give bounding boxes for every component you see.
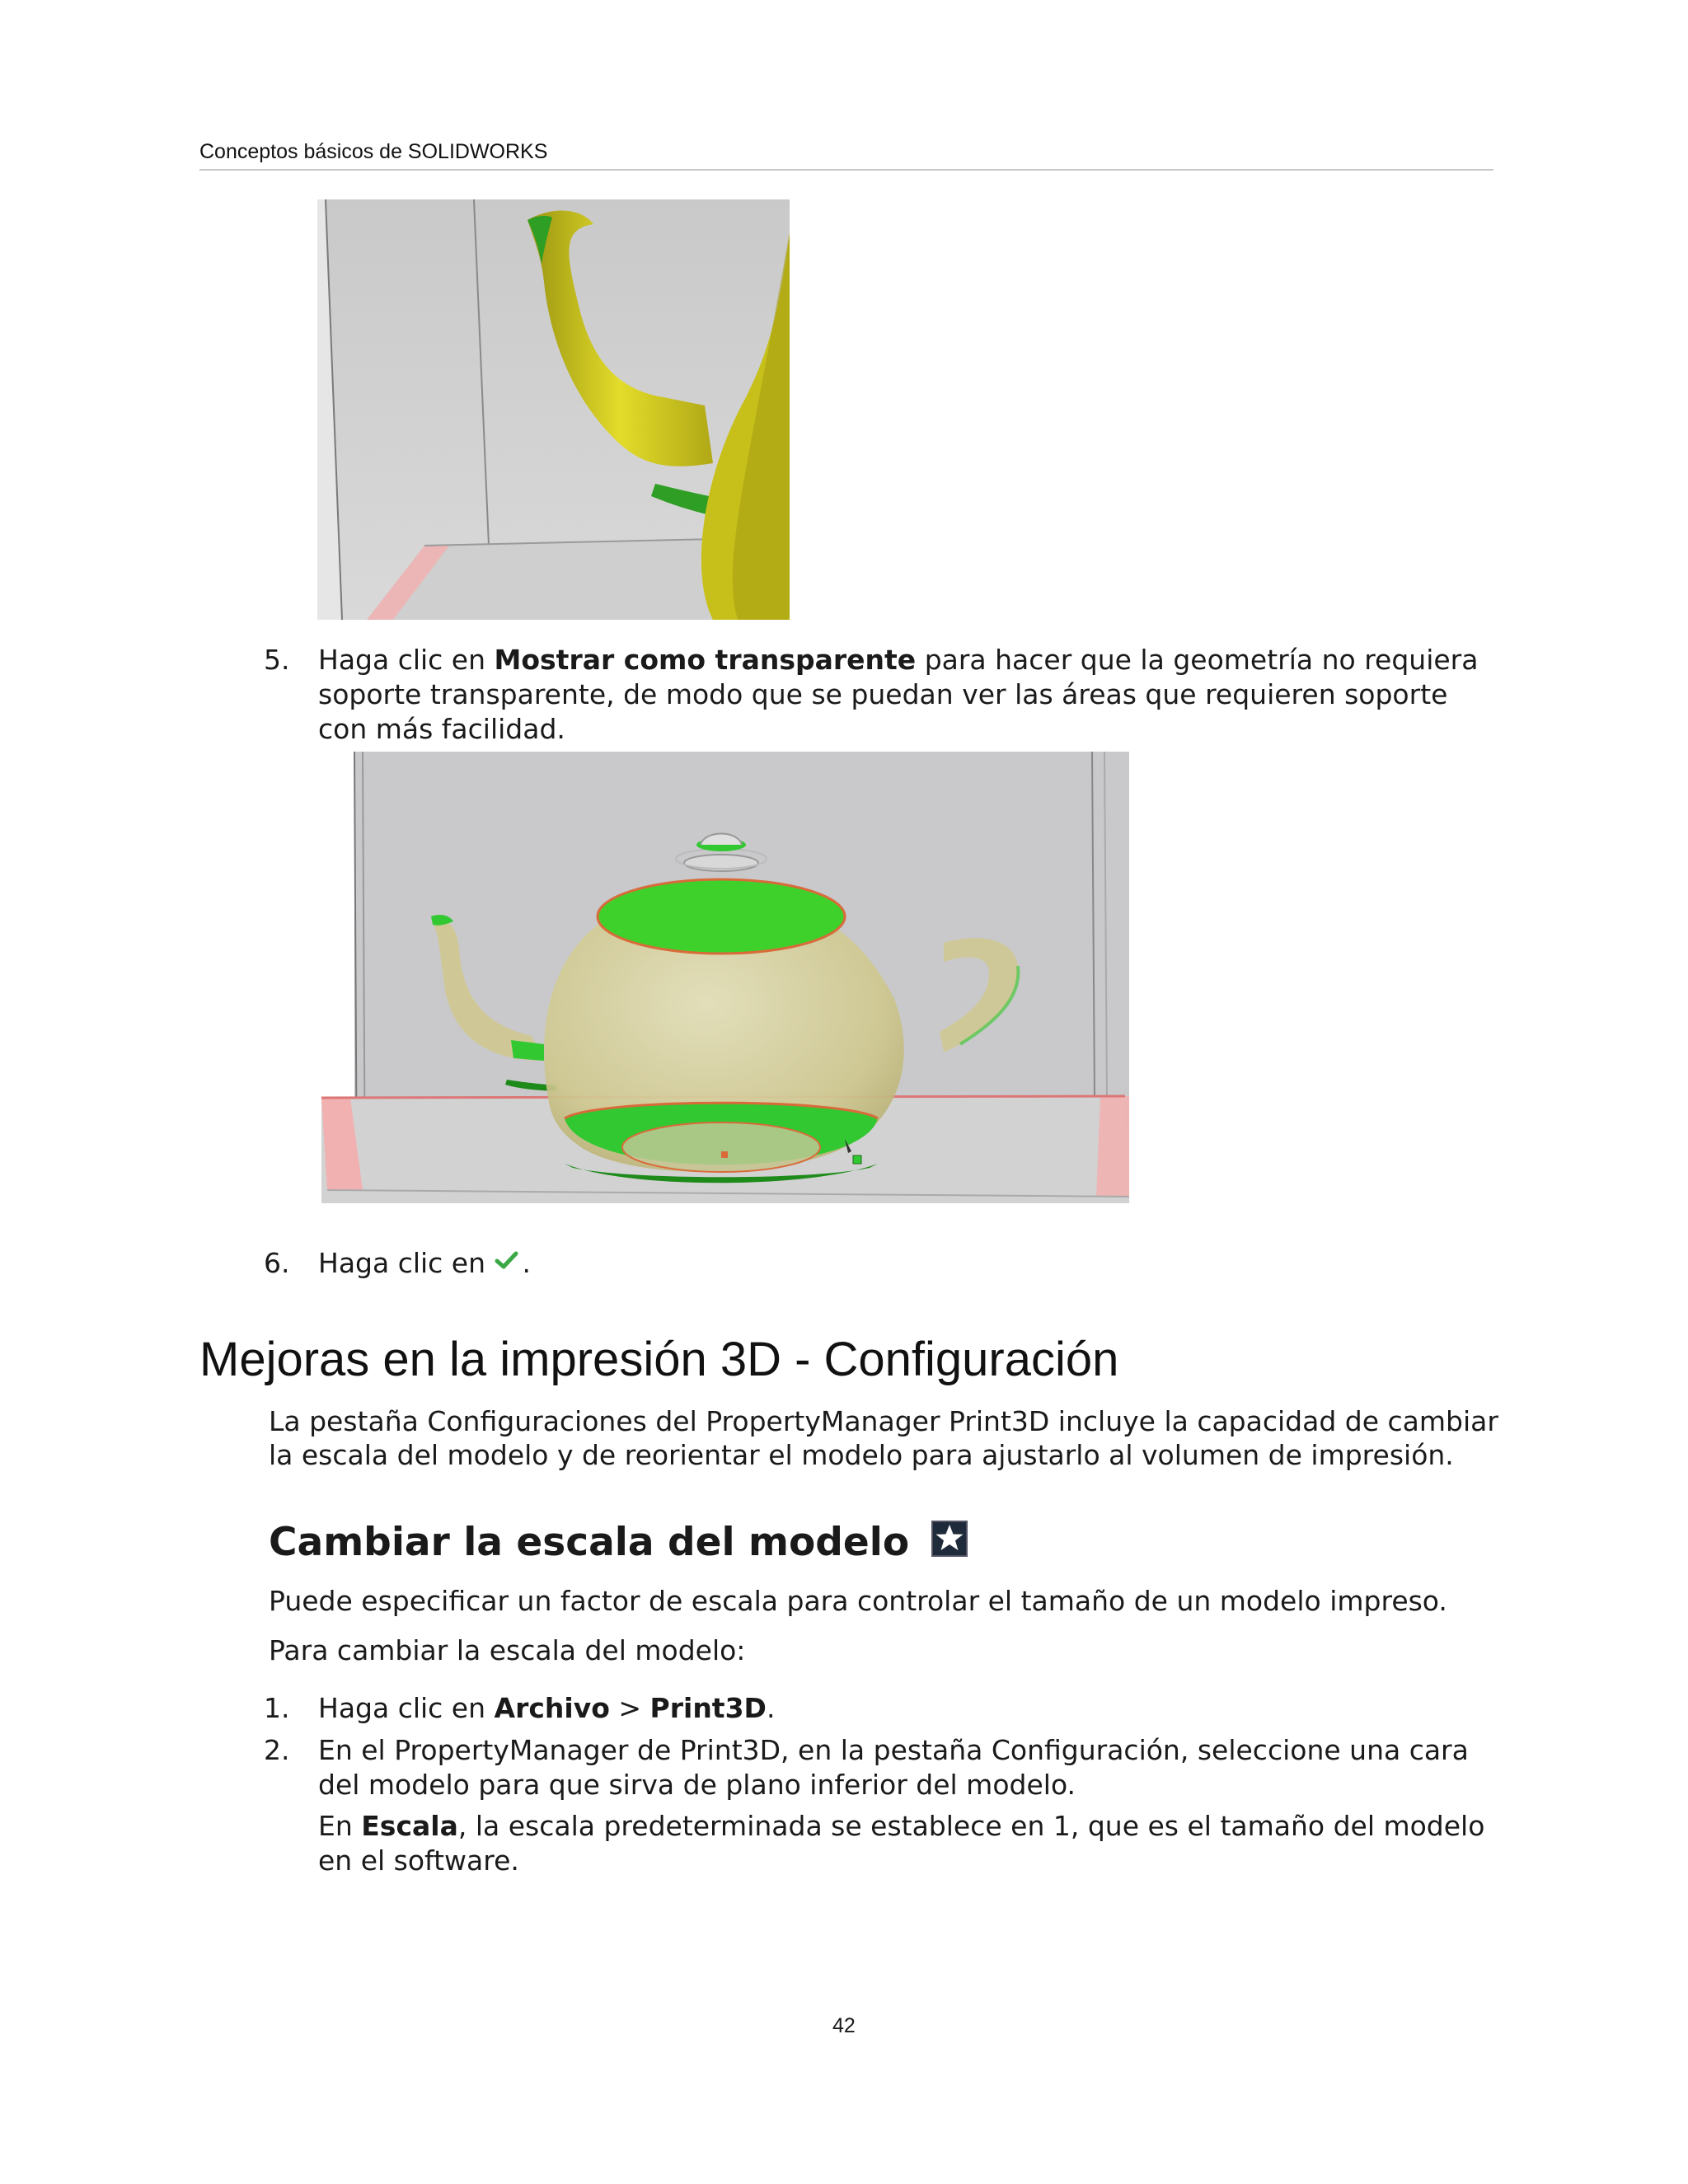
- step-5: [264, 643, 1500, 750]
- teapot-transparent-illustration: [317, 752, 1150, 1203]
- step-5-line-3: con más facilidad.: [318, 713, 565, 745]
- figure-teapot-spout: [317, 199, 790, 620]
- running-header: Conceptos básicos de SOLIDWORKS: [199, 140, 548, 163]
- subsection-para-1: Puede especificar un factor de escala para controlar el tamaño de un modelo impreso.: [269, 1585, 1447, 1617]
- subsection-para-2: Para cambiar la escala del modelo:: [269, 1634, 746, 1666]
- page-number: 42: [832, 2014, 856, 2037]
- step-number: 5.: [264, 644, 290, 676]
- step-6: 6. Haga clic en .: [264, 1247, 532, 1279]
- figure-teapot-transparent: [317, 752, 1150, 1203]
- step-5-line-2: soporte transparente, de modo que se puedan ver las áreas que requieren soporte: [318, 678, 1448, 710]
- header-rule: [199, 169, 1493, 171]
- step-5-line-1: Haga clic en Mostrar como transparente para hacer que la geometría no requiera: [318, 644, 1479, 676]
- list-item-2-note: En Escala, la escala predeterminada se establece en 1, que es el tamaño del modelo en el software.: [318, 1810, 1485, 1877]
- section-intro: La pestaña Configuraciones del PropertyManager Print3D incluye la capacidad de cambiar la escala del modelo y de reorientar el modelo para ajustarlo al volumen de impresión.: [269, 1405, 1498, 1471]
- menu-path-file: Archivo: [494, 1692, 610, 1724]
- menu-path-print3d: Print3D: [649, 1692, 767, 1724]
- section-title: Mejoras en la impresión 3D - Configuración: [199, 1333, 1119, 1386]
- step-number: 6.: [264, 1247, 290, 1279]
- ui-label-show-transparent: Mostrar como transparente: [494, 644, 917, 676]
- star-icon: [931, 1521, 968, 1557]
- list-item-2: 2. En el PropertyManager de Print3D, en la pestaña Configuración, seleccione una cara del modelo para que sirva de plano inferior del modelo. En Escala, la escala predeterminada se establece en 1, que es el tamaño del modelo en el software.: [264, 1733, 1500, 1882]
- subsection-title: Cambiar la escala del modelo: [269, 1520, 968, 1565]
- ui-label-scale: Escala: [361, 1810, 458, 1842]
- check-icon: [495, 1246, 523, 1271]
- teapot-spout-illustration: [317, 199, 790, 620]
- step-number: 1.: [264, 1692, 290, 1724]
- step-number: 2.: [264, 1734, 290, 1766]
- list-item-1: 1. Haga clic en Archivo > Print3D.: [264, 1692, 776, 1724]
